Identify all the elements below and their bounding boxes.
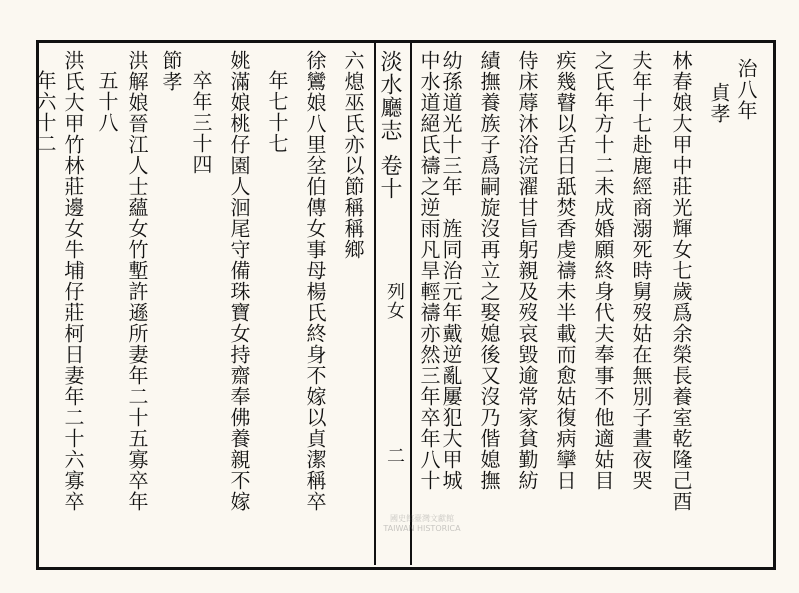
line-right-8: 幼孫道光十三年 旌同治元年戴逆亂屢犯大甲城 (439, 50, 463, 491)
line-left-5: 節孝 (159, 50, 183, 92)
line-left-9: 年六十二 (33, 70, 57, 154)
line-left-8: 洪氏大甲竹林莊邊女牛埔仔莊柯日妻年二十六寡卒 (61, 50, 85, 512)
line-left-2: 年七十七 (265, 70, 289, 154)
watermark-line-2: TAIWAN HISTORICA (383, 524, 461, 533)
line-right-4: 之氏年方十二未成婚願終身代夫奉事不他適姑目 (591, 50, 615, 491)
line-left-3: 姚滿娘桃仔園人洄尾守備珠寶女持齋奉佛養親不嫁 (227, 50, 251, 512)
line-left-7: 五十八 (95, 70, 119, 133)
line-center: 中水道絕氏禱之逆雨凡旱輕禱亦然三年卒年八十 (417, 50, 441, 491)
line-right-5: 疾幾瞽以舌日舐焚香虔禱未半載而愈姑復病攣日 (553, 50, 577, 491)
line-right-7: 績撫養族子爲嗣旋沒再立之娶媳後又沒乃偕媳撫 (477, 50, 501, 491)
volume-label: 卷十 (377, 154, 402, 200)
line-left-4: 卒年三十四 (189, 70, 213, 175)
page-number: 二 (384, 446, 405, 465)
book-title: 淡水廳志 (377, 50, 402, 142)
watermark (376, 514, 468, 548)
line-right-3: 夫年十七赴鹿經商溺死時舅歿姑在無別子晝夜哭 (629, 50, 653, 491)
line-left-0: 六熄巫氏亦以節稱稱鄉 (341, 50, 365, 260)
line-right-6: 侍床蓐沐浴浣濯甘旨躬親及歿哀毀逾常家貧勤紡 (515, 50, 539, 491)
line-left-1: 徐鸞娘八里坌伯傳女事母楊氏終身不嫁以貞潔稱卒 (303, 50, 327, 512)
line-right-1: 貞孝 (707, 82, 731, 124)
section-label: 列女 (384, 282, 405, 320)
line-left-6: 洪解娘晉江人士蘊女竹塹許遜所妻年二十五寡卒年 (125, 50, 149, 512)
line-right-0: 治八年 (734, 58, 758, 121)
watermark-line-1: 國史館臺灣文獻館 (390, 514, 454, 523)
line-right-2: 林春娘大甲中莊光輝女七歲爲余榮長養室乾隆己酉 (669, 50, 693, 512)
